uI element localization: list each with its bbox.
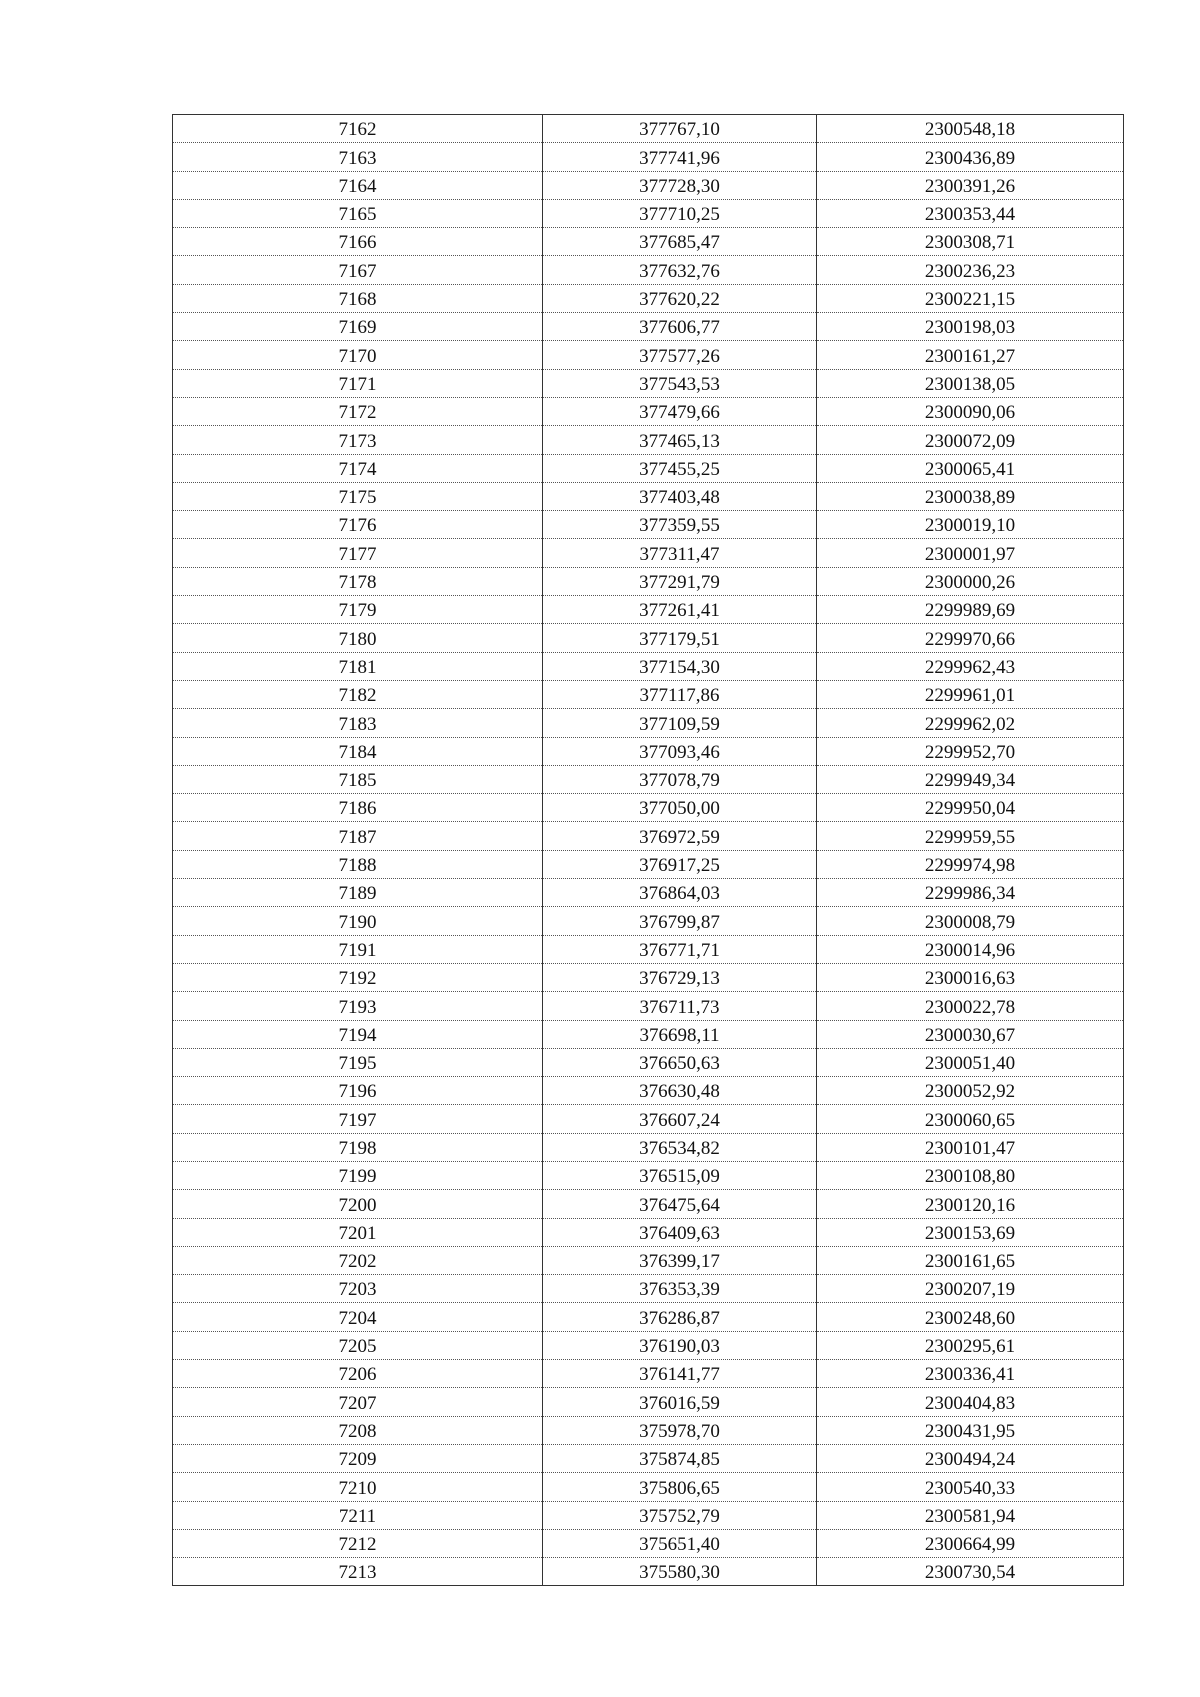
table-row (173, 1388, 1124, 1416)
point-number-cell: 7187 (173, 822, 543, 850)
point-number-cell: 7167 (173, 256, 543, 284)
table-row (173, 1161, 1124, 1189)
y-coordinate-cell: 2300295,61 (817, 1331, 1124, 1359)
table-row (173, 284, 1124, 312)
x-coordinate-cell: 375651,40 (543, 1529, 817, 1557)
point-number-cell: 7186 (173, 794, 543, 822)
y-coordinate-cell: 2300016,63 (817, 963, 1124, 991)
y-coordinate-cell: 2300090,06 (817, 397, 1124, 425)
x-coordinate-cell: 376630,48 (543, 1077, 817, 1105)
table-row (173, 822, 1124, 850)
x-coordinate-cell: 376141,77 (543, 1360, 817, 1388)
point-number-cell: 7170 (173, 341, 543, 369)
point-number-cell: 7182 (173, 680, 543, 708)
table-row (173, 737, 1124, 765)
x-coordinate-cell: 377179,51 (543, 624, 817, 652)
point-number-cell: 7211 (173, 1501, 543, 1529)
table-row (173, 539, 1124, 567)
y-coordinate-cell: 2300248,60 (817, 1303, 1124, 1331)
table-row (173, 624, 1124, 652)
point-number-cell: 7171 (173, 369, 543, 397)
x-coordinate-cell: 377154,30 (543, 652, 817, 680)
table-row (173, 1360, 1124, 1388)
x-coordinate-cell: 376534,82 (543, 1133, 817, 1161)
x-coordinate-cell: 377117,86 (543, 680, 817, 708)
point-number-cell: 7164 (173, 171, 543, 199)
x-coordinate-cell: 377685,47 (543, 228, 817, 256)
x-coordinate-cell: 377109,59 (543, 709, 817, 737)
y-coordinate-cell: 2300060,65 (817, 1105, 1124, 1133)
point-number-cell: 7205 (173, 1331, 543, 1359)
y-coordinate-cell: 2300436,89 (817, 143, 1124, 171)
table-row (173, 1077, 1124, 1105)
x-coordinate-cell: 377620,22 (543, 284, 817, 312)
table-row (173, 482, 1124, 510)
table-row (173, 680, 1124, 708)
x-coordinate-cell: 376799,87 (543, 907, 817, 935)
table-row (173, 1133, 1124, 1161)
x-coordinate-cell: 377728,30 (543, 171, 817, 199)
x-coordinate-cell: 377093,46 (543, 737, 817, 765)
x-coordinate-cell: 376607,24 (543, 1105, 817, 1133)
point-number-cell: 7198 (173, 1133, 543, 1161)
point-number-cell: 7209 (173, 1444, 543, 1472)
x-coordinate-cell: 377577,26 (543, 341, 817, 369)
y-coordinate-cell: 2299989,69 (817, 596, 1124, 624)
table-row (173, 879, 1124, 907)
table-row (173, 1048, 1124, 1076)
x-coordinate-cell: 376771,71 (543, 935, 817, 963)
y-coordinate-cell: 2300494,24 (817, 1444, 1124, 1472)
table-row (173, 228, 1124, 256)
point-number-cell: 7188 (173, 850, 543, 878)
x-coordinate-cell: 375806,65 (543, 1473, 817, 1501)
table-row (173, 511, 1124, 539)
point-number-cell: 7189 (173, 879, 543, 907)
table-row (173, 1416, 1124, 1444)
y-coordinate-cell: 2300548,18 (817, 115, 1124, 143)
x-coordinate-cell: 376286,87 (543, 1303, 817, 1331)
y-coordinate-cell: 2300138,05 (817, 369, 1124, 397)
point-number-cell: 7174 (173, 454, 543, 482)
y-coordinate-cell: 2300153,69 (817, 1218, 1124, 1246)
table-row (173, 313, 1124, 341)
y-coordinate-cell: 2300001,97 (817, 539, 1124, 567)
point-number-cell: 7177 (173, 539, 543, 567)
table-row (173, 794, 1124, 822)
point-number-cell: 7210 (173, 1473, 543, 1501)
table-row (173, 935, 1124, 963)
table-row (173, 850, 1124, 878)
table-row (173, 1275, 1124, 1303)
table-row (173, 1501, 1124, 1529)
y-coordinate-cell: 2299952,70 (817, 737, 1124, 765)
y-coordinate-cell: 2300540,33 (817, 1473, 1124, 1501)
y-coordinate-cell: 2300108,80 (817, 1161, 1124, 1189)
x-coordinate-cell: 377403,48 (543, 482, 817, 510)
y-coordinate-cell: 2300161,27 (817, 341, 1124, 369)
y-coordinate-cell: 2300022,78 (817, 992, 1124, 1020)
point-number-cell: 7162 (173, 115, 543, 143)
point-number-cell: 7175 (173, 482, 543, 510)
coordinates-table (172, 114, 1124, 1586)
y-coordinate-cell: 2300072,09 (817, 426, 1124, 454)
point-number-cell: 7165 (173, 199, 543, 227)
point-number-cell: 7179 (173, 596, 543, 624)
y-coordinate-cell: 2300308,71 (817, 228, 1124, 256)
y-coordinate-cell: 2299970,66 (817, 624, 1124, 652)
y-coordinate-cell: 2300431,95 (817, 1416, 1124, 1444)
y-coordinate-cell: 2300391,26 (817, 171, 1124, 199)
x-coordinate-cell: 377543,53 (543, 369, 817, 397)
table-row (173, 1558, 1124, 1586)
x-coordinate-cell: 377078,79 (543, 765, 817, 793)
x-coordinate-cell: 375752,79 (543, 1501, 817, 1529)
point-number-cell: 7173 (173, 426, 543, 454)
point-number-cell: 7181 (173, 652, 543, 680)
point-number-cell: 7166 (173, 228, 543, 256)
point-number-cell: 7180 (173, 624, 543, 652)
x-coordinate-cell: 376353,39 (543, 1275, 817, 1303)
x-coordinate-cell: 377311,47 (543, 539, 817, 567)
x-coordinate-cell: 376711,73 (543, 992, 817, 1020)
point-number-cell: 7201 (173, 1218, 543, 1246)
table-row (173, 567, 1124, 595)
x-coordinate-cell: 376515,09 (543, 1161, 817, 1189)
y-coordinate-cell: 2299962,02 (817, 709, 1124, 737)
y-coordinate-cell: 2300101,47 (817, 1133, 1124, 1161)
x-coordinate-cell: 377632,76 (543, 256, 817, 284)
table-row (173, 256, 1124, 284)
y-coordinate-cell: 2300052,92 (817, 1077, 1124, 1105)
point-number-cell: 7169 (173, 313, 543, 341)
y-coordinate-cell: 2300353,44 (817, 199, 1124, 227)
x-coordinate-cell: 377767,10 (543, 115, 817, 143)
x-coordinate-cell: 376650,63 (543, 1048, 817, 1076)
x-coordinate-cell: 376399,17 (543, 1246, 817, 1274)
x-coordinate-cell: 375874,85 (543, 1444, 817, 1472)
y-coordinate-cell: 2300221,15 (817, 284, 1124, 312)
table-row (173, 1444, 1124, 1472)
y-coordinate-cell: 2300404,83 (817, 1388, 1124, 1416)
y-coordinate-cell: 2300000,26 (817, 567, 1124, 595)
point-number-cell: 7196 (173, 1077, 543, 1105)
point-number-cell: 7202 (173, 1246, 543, 1274)
point-number-cell: 7172 (173, 397, 543, 425)
table-row (173, 709, 1124, 737)
y-coordinate-cell: 2300198,03 (817, 313, 1124, 341)
y-coordinate-cell: 2300065,41 (817, 454, 1124, 482)
x-coordinate-cell: 377465,13 (543, 426, 817, 454)
y-coordinate-cell: 2300019,10 (817, 511, 1124, 539)
table-row (173, 992, 1124, 1020)
table-row (173, 652, 1124, 680)
x-coordinate-cell: 376409,63 (543, 1218, 817, 1246)
x-coordinate-cell: 377479,66 (543, 397, 817, 425)
y-coordinate-cell: 2299986,34 (817, 879, 1124, 907)
point-number-cell: 7208 (173, 1416, 543, 1444)
table-row (173, 1473, 1124, 1501)
x-coordinate-cell: 376190,03 (543, 1331, 817, 1359)
x-coordinate-cell: 377291,79 (543, 567, 817, 595)
y-coordinate-cell: 2300664,99 (817, 1529, 1124, 1557)
point-number-cell: 7178 (173, 567, 543, 595)
y-coordinate-cell: 2300581,94 (817, 1501, 1124, 1529)
y-coordinate-cell: 2300336,41 (817, 1360, 1124, 1388)
point-number-cell: 7192 (173, 963, 543, 991)
y-coordinate-cell: 2300008,79 (817, 907, 1124, 935)
point-number-cell: 7203 (173, 1275, 543, 1303)
table-row (173, 115, 1124, 143)
point-number-cell: 7163 (173, 143, 543, 171)
point-number-cell: 7184 (173, 737, 543, 765)
point-number-cell: 7190 (173, 907, 543, 935)
y-coordinate-cell: 2300030,67 (817, 1020, 1124, 1048)
y-coordinate-cell: 2300051,40 (817, 1048, 1124, 1076)
point-number-cell: 7176 (173, 511, 543, 539)
table-row (173, 397, 1124, 425)
point-number-cell: 7185 (173, 765, 543, 793)
x-coordinate-cell: 376698,11 (543, 1020, 817, 1048)
point-number-cell: 7200 (173, 1190, 543, 1218)
table-row (173, 1190, 1124, 1218)
table-row (173, 1218, 1124, 1246)
coordinates-table-body (173, 115, 1124, 1586)
point-number-cell: 7193 (173, 992, 543, 1020)
table-row (173, 1331, 1124, 1359)
x-coordinate-cell: 377261,41 (543, 596, 817, 624)
y-coordinate-cell: 2300207,19 (817, 1275, 1124, 1303)
table-row (173, 1303, 1124, 1331)
y-coordinate-cell: 2300014,96 (817, 935, 1124, 963)
x-coordinate-cell: 377741,96 (543, 143, 817, 171)
table-row (173, 454, 1124, 482)
y-coordinate-cell: 2299950,04 (817, 794, 1124, 822)
table-row (173, 596, 1124, 624)
table-row (173, 1105, 1124, 1133)
y-coordinate-cell: 2300120,16 (817, 1190, 1124, 1218)
table-row (173, 143, 1124, 171)
x-coordinate-cell: 376729,13 (543, 963, 817, 991)
table-row (173, 963, 1124, 991)
y-coordinate-cell: 2300161,65 (817, 1246, 1124, 1274)
x-coordinate-cell: 376972,59 (543, 822, 817, 850)
x-coordinate-cell: 376864,03 (543, 879, 817, 907)
point-number-cell: 7213 (173, 1558, 543, 1586)
x-coordinate-cell: 377050,00 (543, 794, 817, 822)
x-coordinate-cell: 377359,55 (543, 511, 817, 539)
point-number-cell: 7212 (173, 1529, 543, 1557)
point-number-cell: 7194 (173, 1020, 543, 1048)
table-row (173, 907, 1124, 935)
point-number-cell: 7195 (173, 1048, 543, 1076)
table-row (173, 369, 1124, 397)
point-number-cell: 7197 (173, 1105, 543, 1133)
point-number-cell: 7168 (173, 284, 543, 312)
y-coordinate-cell: 2299961,01 (817, 680, 1124, 708)
point-number-cell: 7207 (173, 1388, 543, 1416)
point-number-cell: 7204 (173, 1303, 543, 1331)
x-coordinate-cell: 376917,25 (543, 850, 817, 878)
table-row (173, 341, 1124, 369)
y-coordinate-cell: 2299949,34 (817, 765, 1124, 793)
y-coordinate-cell: 2299974,98 (817, 850, 1124, 878)
point-number-cell: 7191 (173, 935, 543, 963)
y-coordinate-cell: 2300236,23 (817, 256, 1124, 284)
y-coordinate-cell: 2300730,54 (817, 1558, 1124, 1586)
table-row (173, 199, 1124, 227)
table-row (173, 171, 1124, 199)
x-coordinate-cell: 376475,64 (543, 1190, 817, 1218)
x-coordinate-cell: 375978,70 (543, 1416, 817, 1444)
table-row (173, 426, 1124, 454)
x-coordinate-cell: 377710,25 (543, 199, 817, 227)
y-coordinate-cell: 2299962,43 (817, 652, 1124, 680)
point-number-cell: 7206 (173, 1360, 543, 1388)
x-coordinate-cell: 376016,59 (543, 1388, 817, 1416)
point-number-cell: 7183 (173, 709, 543, 737)
y-coordinate-cell: 2299959,55 (817, 822, 1124, 850)
x-coordinate-cell: 377606,77 (543, 313, 817, 341)
table-row (173, 1246, 1124, 1274)
table-row (173, 765, 1124, 793)
x-coordinate-cell: 377455,25 (543, 454, 817, 482)
table-row (173, 1020, 1124, 1048)
y-coordinate-cell: 2300038,89 (817, 482, 1124, 510)
x-coordinate-cell: 375580,30 (543, 1558, 817, 1586)
point-number-cell: 7199 (173, 1161, 543, 1189)
table-row (173, 1529, 1124, 1557)
